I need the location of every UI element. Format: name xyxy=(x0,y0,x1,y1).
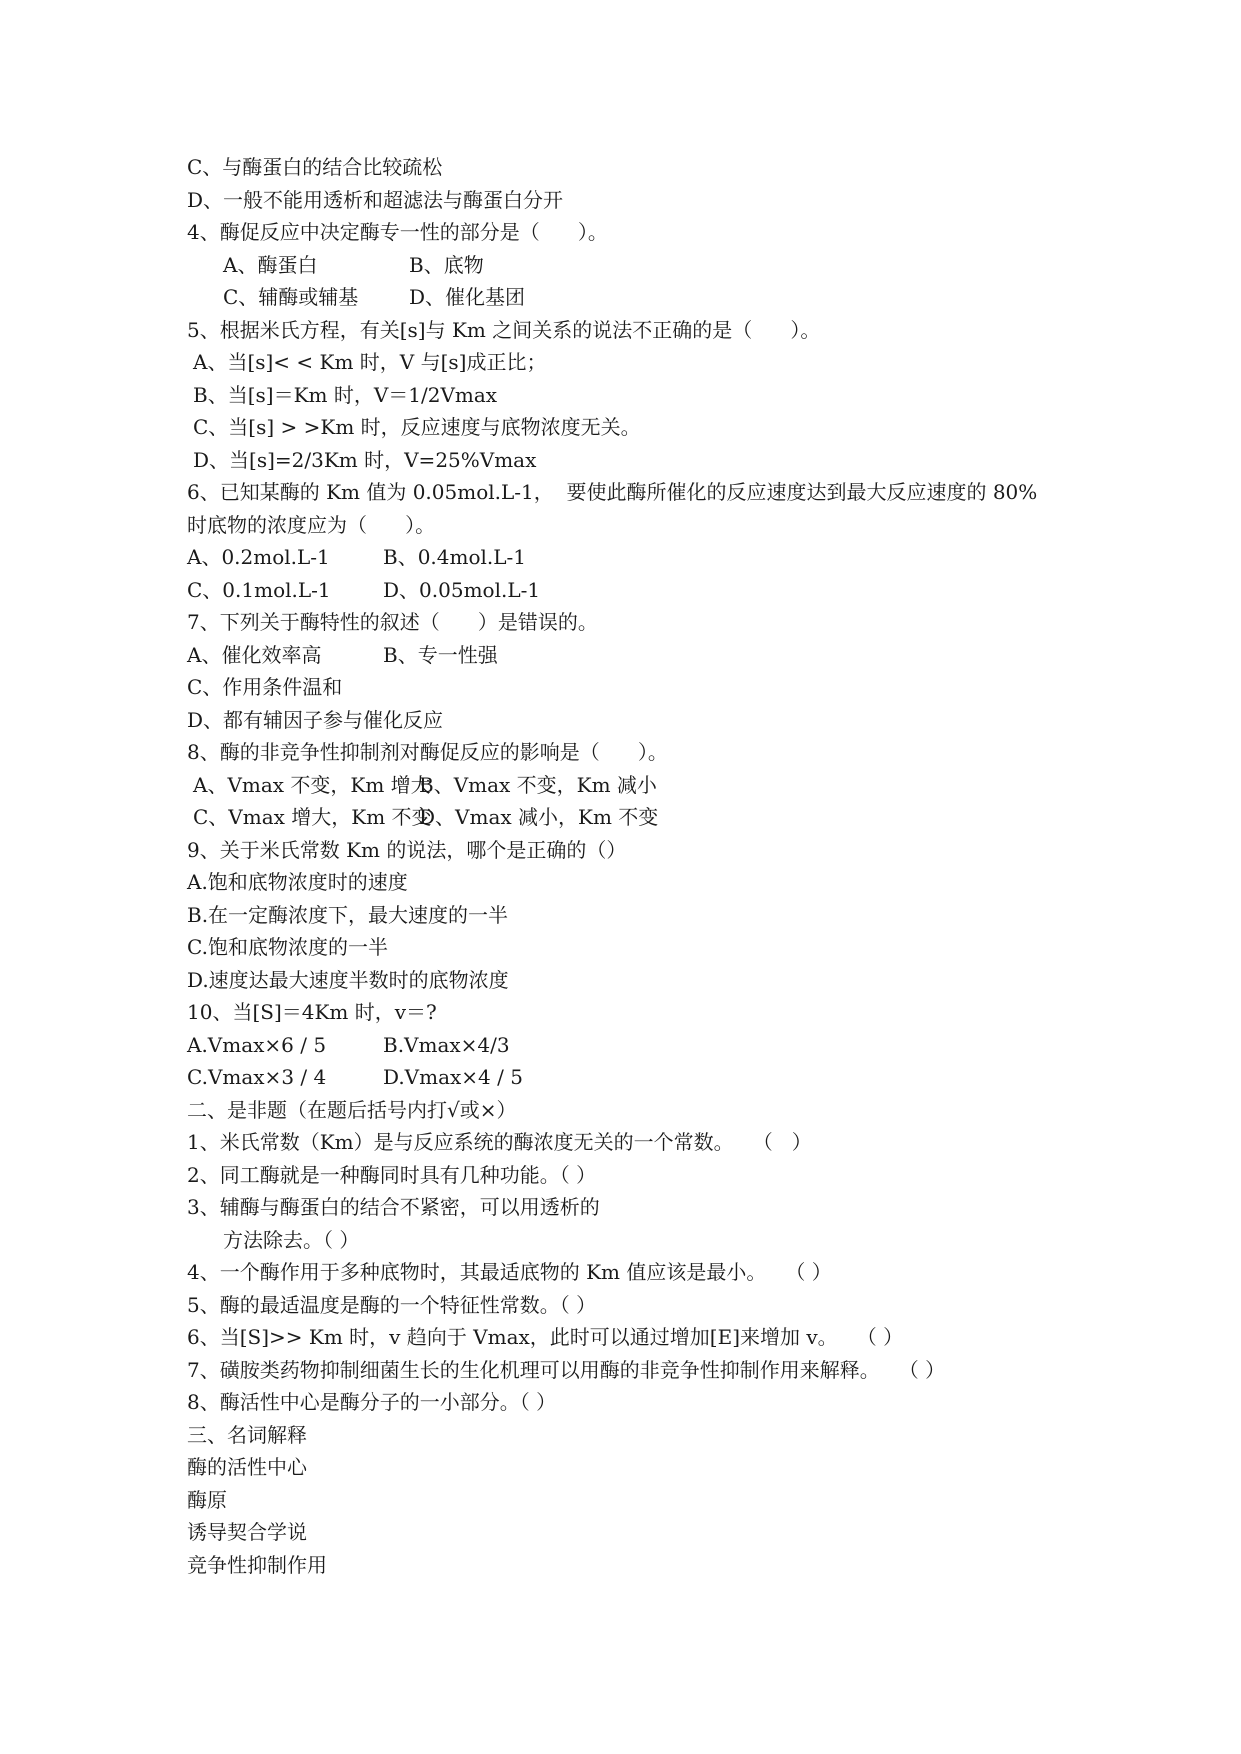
text-line xyxy=(187,574,1087,607)
line-text: 10、当[S]＝4Km 时，v＝? xyxy=(187,1000,437,1024)
text-line xyxy=(187,996,1087,1029)
text-line xyxy=(187,866,1087,899)
document-body xyxy=(187,151,1087,1581)
text-line xyxy=(187,476,1087,509)
line-text: 8、酶活性中心是酶分子的一小部分。（ ） xyxy=(187,1390,557,1414)
line-text: 7、磺胺类药物抑制细菌生长的生化机理可以用酶的非竞争性抑制作用来解释。 （ ） xyxy=(187,1357,946,1382)
text-line xyxy=(187,1516,1087,1549)
text-line xyxy=(187,444,1087,477)
line-text: D、都有辅因子参与催化反应 xyxy=(187,707,444,732)
line-text: A、当[s]< < Km 时，V 与[s]成正比； xyxy=(193,350,547,374)
option-text: A、酶蛋白 xyxy=(223,252,318,277)
line-text: 二、是非题（在题后括号内打√或×） xyxy=(187,1097,517,1122)
text-line xyxy=(187,249,1087,282)
text-line xyxy=(187,151,1087,184)
line-text: 酶的活性中心 xyxy=(187,1455,307,1479)
line-text: 三、名词解释 xyxy=(187,1422,307,1447)
text-line xyxy=(187,1354,1087,1387)
option-text: A、Vmax 不变，Km 增大 xyxy=(193,772,431,797)
option-text: D、0.05mol.L-1 xyxy=(383,577,541,602)
line-text: 方法除去。（ ） xyxy=(223,1227,360,1252)
text-line xyxy=(187,834,1087,867)
line-text: C、与酶蛋白的结合比较疏松 xyxy=(187,155,443,179)
text-line xyxy=(187,1256,1087,1289)
text-line xyxy=(187,1029,1087,1062)
text-line xyxy=(187,1549,1087,1582)
text-line xyxy=(187,931,1087,964)
line-text: D.速度达最大速度半数时的底物浓度 xyxy=(187,967,509,992)
text-line xyxy=(187,1159,1087,1192)
text-line xyxy=(187,1224,1087,1257)
line-text: C、当[s] > >Km 时，反应速度与底物浓度无关。 xyxy=(193,415,641,439)
option-text: D.Vmax×4 / 5 xyxy=(383,1065,523,1089)
text-line xyxy=(187,1094,1087,1127)
text-line xyxy=(187,964,1087,997)
text-line xyxy=(187,1289,1087,1322)
line-text: 酶原 xyxy=(187,1487,227,1512)
line-text: 6、当[S]>> Km 时，v 趋向于 Vmax，此时可以通过增加[E]来增加 v。 （ ） xyxy=(187,1325,904,1349)
line-text: 诱导契合学说 xyxy=(187,1520,307,1544)
text-line xyxy=(187,184,1087,217)
text-line xyxy=(187,379,1087,412)
option-text: B、底物 xyxy=(409,252,484,277)
line-text: 3、辅酶与酶蛋白的结合不紧密，可以用透析的 xyxy=(187,1195,600,1219)
line-text: D、一般不能用透析和超滤法与酶蛋白分开 xyxy=(187,187,564,212)
option-text: B、0.4mol.L-1 xyxy=(383,545,527,569)
text-line xyxy=(187,899,1087,932)
option-text: C.Vmax×3 / 4 xyxy=(187,1065,327,1089)
line-text: 1、米氏常数（Km）是与反应系统的酶浓度无关的一个常数。 （ ） xyxy=(187,1130,812,1154)
option-text: A、0.2mol.L-1 xyxy=(187,545,330,569)
line-text: 时底物的浓度应为（ ）。 xyxy=(187,512,436,537)
text-line xyxy=(187,346,1087,379)
line-text: C.饱和底物浓度的一半 xyxy=(187,935,388,959)
option-text: B、专一性强 xyxy=(383,642,498,667)
line-text: 4、酶促反应中决定酶专一性的部分是（ ）。 xyxy=(187,220,608,244)
text-line xyxy=(187,1419,1087,1452)
option-text: A、催化效率高 xyxy=(187,642,322,667)
text-line xyxy=(187,639,1087,672)
text-line xyxy=(187,314,1087,347)
line-text: 5、酶的最适温度是酶的一个特征性常数。（ ） xyxy=(187,1292,597,1317)
option-text: C、Vmax 增大，Km 不变 xyxy=(193,805,432,829)
text-line xyxy=(187,606,1087,639)
line-text: 2、同工酶就是一种酶同时具有几种功能。（ ） xyxy=(187,1162,597,1187)
line-text: 8、酶的非竞争性抑制剂对酶促反应的影响是（ ）。 xyxy=(187,740,668,764)
text-line xyxy=(187,1191,1087,1224)
text-line xyxy=(187,411,1087,444)
text-line xyxy=(187,671,1087,704)
text-line xyxy=(187,509,1087,542)
text-line xyxy=(187,801,1087,834)
text-line xyxy=(187,216,1087,249)
text-line xyxy=(187,541,1087,574)
text-line xyxy=(187,1484,1087,1517)
text-line xyxy=(187,736,1087,769)
text-line xyxy=(187,769,1087,802)
option-text: D、Vmax 减小，Km 不变 xyxy=(419,805,659,829)
line-text: 竞争性抑制作用 xyxy=(187,1552,327,1577)
option-text: C、辅酶或辅基 xyxy=(223,285,359,309)
option-text: D、催化基团 xyxy=(409,285,526,309)
line-text: C、作用条件温和 xyxy=(187,675,343,699)
text-line xyxy=(187,704,1087,737)
text-line xyxy=(187,1321,1087,1354)
line-text: B.在一定酶浓度下，最大速度的一半 xyxy=(187,902,509,927)
line-text: 4、一个酶作用于多种底物时，其最适底物的 Km 值应该是最小。 （ ） xyxy=(187,1260,832,1284)
text-line xyxy=(187,281,1087,314)
line-text: A.饱和底物浓度时的速度 xyxy=(187,870,408,894)
line-text: 7、下列关于酶特性的叙述（ ）是错误的。 xyxy=(187,610,598,634)
text-line xyxy=(187,1386,1087,1419)
text-line xyxy=(187,1451,1087,1484)
option-text: B.Vmax×4/3 xyxy=(383,1032,510,1057)
line-text: 5、根据米氏方程，有关[s]与 Km 之间关系的说法不正确的是（ ）。 xyxy=(187,317,821,342)
option-text: B、Vmax 不变，Km 减小 xyxy=(419,772,657,797)
line-text: 6、已知某酶的 Km 值为 0.05mol.L-1， 要使此酶所催化的反应速度达到最大反应速度的 80% xyxy=(187,480,1038,504)
line-text: B、当[s]＝Km 时，V＝1/2Vmax xyxy=(193,382,498,407)
line-text: D、当[s]=2/3Km 时，V=25%Vmax xyxy=(193,447,537,472)
option-text: C、0.1mol.L-1 xyxy=(187,577,331,602)
line-text: 9、关于米氏常数 Km 的说法，哪个是正确的（） xyxy=(187,837,627,862)
text-line xyxy=(187,1126,1087,1159)
option-text: A.Vmax×6 / 5 xyxy=(187,1032,327,1057)
text-line xyxy=(187,1061,1087,1094)
